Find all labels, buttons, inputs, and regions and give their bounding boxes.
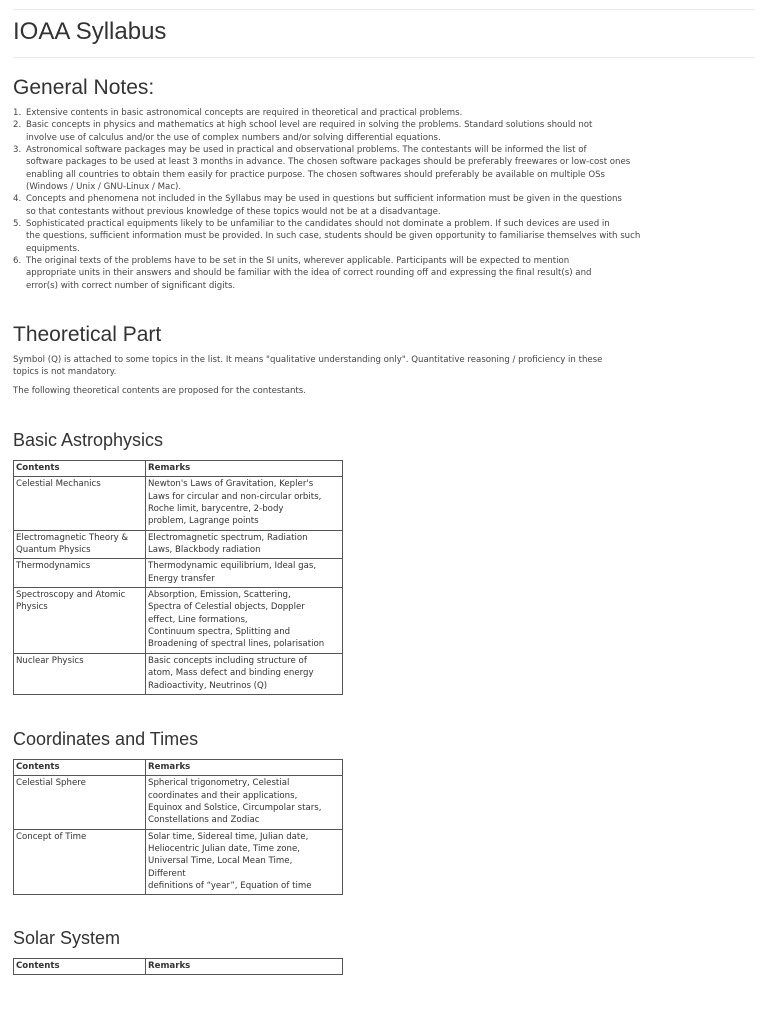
cell-line: Absorption, Emission, Scattering,	[148, 590, 291, 601]
cell-line: Thermodynamics	[16, 561, 91, 572]
remarks-cell	[146, 829, 343, 895]
contents-cell	[14, 653, 146, 694]
title-divider	[13, 57, 755, 58]
table-header-row	[14, 959, 343, 975]
coordinates-and-times-table	[13, 759, 343, 895]
cell-line: Broadening of spectral lines, polarisation	[148, 639, 325, 650]
cell-line: coordinates and their applications,	[148, 790, 298, 801]
note-number: 4.	[13, 194, 22, 205]
column-header-remarks: Remarks	[146, 959, 343, 975]
column-header-remarks: Remarks	[146, 461, 343, 477]
note-number: 5.	[13, 219, 22, 230]
column-header-remarks: Remarks	[146, 760, 343, 776]
note-line: Basic concepts in physics and mathematics at high school level are required in solving the problems. Standard solutions should not	[26, 120, 593, 131]
note-line: The original texts of the problems have to be set in the SI units, wherever applicable. Participants will be expected to mention	[26, 256, 570, 267]
general-note-item	[13, 255, 703, 292]
cell-line: Constellations and Zodiac	[148, 815, 260, 826]
remarks-cell	[146, 588, 343, 654]
note-line: enabling all countries to obtain them easily for practice purpose. The chosen softwares should preferably be available on multiple OSs	[26, 169, 606, 180]
table-row	[14, 776, 343, 829]
contents-cell	[14, 588, 146, 654]
note-line: error(s) with correct number of significant digits.	[26, 280, 236, 291]
cell-line: Physics	[16, 602, 48, 613]
column-header-contents: Contents	[14, 461, 146, 477]
note-number: 6.	[13, 256, 22, 267]
cell-line: Roche limit, barycentre, 2-body	[148, 504, 284, 515]
basic-astrophysics-table	[13, 460, 343, 695]
note-number: 2.	[13, 120, 22, 131]
general-note-item	[13, 119, 703, 144]
note-text	[26, 193, 703, 218]
remarks-cell	[146, 559, 343, 588]
note-number: 3.	[13, 145, 22, 156]
remarks-cell	[146, 653, 343, 694]
general-notes-heading: General Notes:	[13, 76, 155, 99]
cell-line: Spherical trigonometry, Celestial	[148, 778, 290, 789]
cell-line: Equinox and Solstice, Circumpolar stars,	[148, 803, 322, 814]
cell-line: Basic concepts including structure of	[148, 655, 307, 666]
cell-line: Solar time, Sidereal time, Julian date,	[148, 831, 309, 842]
cell-line: Electromagnetic Theory &	[16, 532, 129, 543]
remarks-cell	[146, 530, 343, 559]
note-line: software packages to be used at least 3 months in advance. The chosen software packages should be preferably freewares or low-cost ones	[26, 157, 631, 168]
cell-line: Radioactivity, Neutrinos (Q)	[148, 680, 268, 691]
top-divider	[13, 9, 755, 10]
table-header-row	[14, 461, 343, 477]
cell-line: Celestial Sphere	[16, 778, 86, 789]
note-text	[26, 119, 703, 144]
note-line: equipments.	[26, 243, 80, 254]
theoretical-intro-paragraph	[13, 354, 663, 379]
cell-line: Different	[148, 868, 186, 879]
cell-line: problem, Lagrange points	[148, 516, 259, 527]
solar-system-table	[13, 958, 343, 975]
section-heading-basic-astrophysics: Basic Astrophysics	[13, 430, 164, 450]
cell-line: Continuum spectra, Splitting and	[148, 627, 291, 638]
table-row	[14, 559, 343, 588]
contents-cell	[14, 776, 146, 829]
note-text	[26, 107, 703, 119]
table-row	[14, 588, 343, 654]
cell-line: Heliocentric Julian date, Time zone,	[148, 844, 301, 855]
cell-line: Energy transfer	[148, 573, 215, 584]
contents-cell	[14, 559, 146, 588]
note-line: appropriate units in their answers and should be familiar with the idea of correct rounding off and expressing the final result(s) and	[26, 268, 592, 279]
cell-line: Nuclear Physics	[16, 655, 84, 666]
table-row	[14, 530, 343, 559]
paragraph-line: topics is not mandatory.	[13, 367, 117, 378]
column-header-contents: Contents	[14, 959, 146, 975]
cell-line: Newton's Laws of Gravitation, Kepler's	[148, 479, 314, 490]
note-line: Sophisticated practical equipments likely to be unfamiliar to the candidates should not dominate a problem. If such devices are used in	[26, 219, 610, 230]
general-note-item	[13, 193, 703, 218]
general-note-item	[13, 107, 703, 119]
cell-line: Spectroscopy and Atomic	[16, 590, 126, 601]
cell-line: Laws, Blackbody radiation	[148, 545, 261, 556]
note-line: Concepts and phenomena not included in the Syllabus may be used in questions but sufficient information must be given in the questions	[26, 194, 622, 205]
note-number: 1.	[13, 108, 22, 118]
note-line: Astronomical software packages may be used in practical and observational problems. The contestants will be informed the list of	[26, 145, 587, 156]
note-text	[26, 218, 703, 255]
note-text	[26, 144, 703, 193]
theoretical-part-heading: Theoretical Part	[13, 323, 162, 346]
table-row	[14, 653, 343, 694]
cell-line: Spectra of Celestial objects, Doppler	[148, 602, 305, 613]
cell-line: Quantum Physics	[16, 545, 91, 556]
remarks-cell	[146, 776, 343, 829]
note-line: the questions, sufficient information must be provided. In such case, students should be given opportunity to familiarise themselves with such	[26, 231, 641, 242]
general-note-item	[13, 144, 703, 193]
table-header-row	[14, 760, 343, 776]
cell-line: Electromagnetic spectrum, Radiation	[148, 532, 308, 543]
cell-line: atom, Mass defect and binding energy	[148, 668, 314, 679]
note-line: involve use of calculus and/or the use of complex numbers and/or solving differential equations.	[26, 132, 441, 143]
cell-line: Thermodynamic equilibrium, Ideal gas,	[148, 561, 317, 572]
section-heading-solar-system: Solar System	[13, 928, 121, 948]
contents-cell	[14, 477, 146, 530]
cell-line: Universal Time, Local Mean Time,	[148, 856, 293, 867]
contents-cell	[14, 829, 146, 895]
cell-line: Laws for circular and non-circular orbits,	[148, 491, 322, 502]
contents-cell	[14, 530, 146, 559]
cell-line: Celestial Mechanics	[16, 479, 101, 490]
cell-line: definitions of “year”, Equation of time	[148, 881, 312, 892]
general-note-item	[13, 218, 703, 255]
theoretical-proposal-paragraph: The following theoretical contents are proposed for the contestants.	[13, 386, 307, 396]
remarks-cell	[146, 477, 343, 530]
general-notes-list	[13, 107, 703, 292]
note-line: Extensive contents in basic astronomical concepts are required in theoretical and practical problems.	[26, 108, 463, 118]
note-line: (Windows / Unix / GNU-Linux / Mac).	[26, 182, 182, 193]
note-line: so that contestants without previous knowledge of these topics would not be at a disadvantage.	[26, 206, 441, 217]
cell-line: effect, Line formations,	[148, 614, 248, 625]
section-heading-coordinates-and-times: Coordinates and Times	[13, 729, 199, 749]
note-text	[26, 255, 703, 292]
column-header-contents: Contents	[14, 760, 146, 776]
page-title: IOAA Syllabus	[13, 18, 167, 45]
table-row	[14, 829, 343, 895]
paragraph-line: Symbol (Q) is attached to some topics in the list. It means "qualitative understanding only". Quantitative reasoning / proficiency in these	[13, 355, 603, 365]
table-row	[14, 477, 343, 530]
cell-line: Concept of Time	[16, 831, 87, 842]
